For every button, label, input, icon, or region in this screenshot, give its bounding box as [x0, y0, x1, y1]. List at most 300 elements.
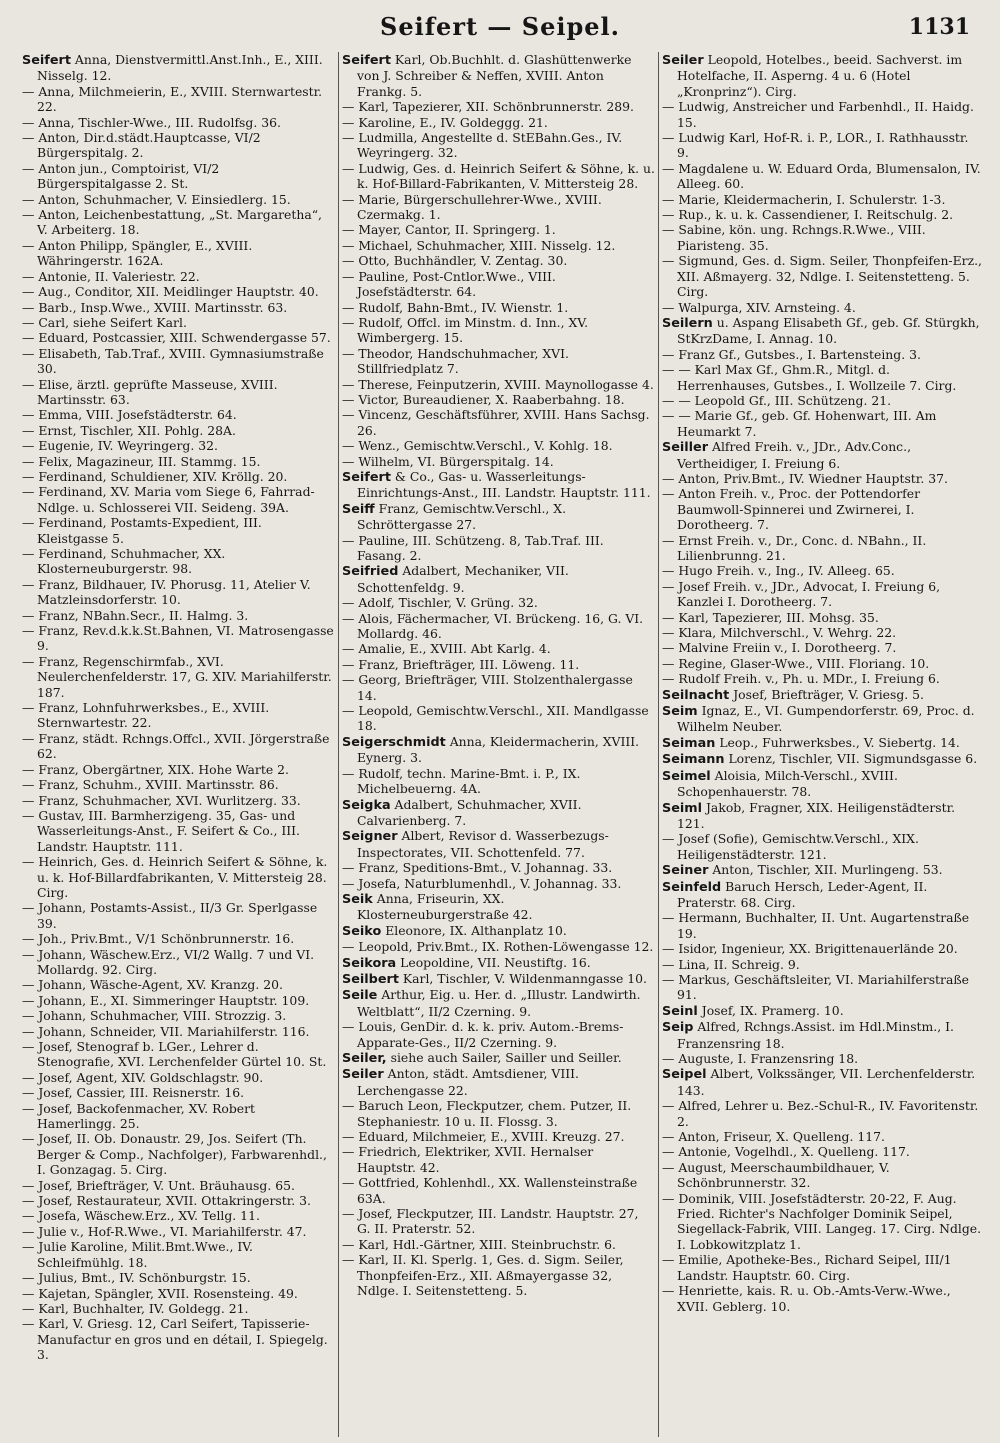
entry-surname: Seipel — [662, 1067, 707, 1083]
directory-entry — [22, 1208, 335, 1223]
entry-text: — August, Meerschaumbildhauer, V. Schönbrunnerstr. 32. — [662, 1159, 890, 1191]
directory-entry — [662, 610, 984, 625]
entry-text: — Josef, Agent, XIV. Goldschlagstr. 90. — [22, 1069, 264, 1085]
directory-entry — [342, 657, 655, 672]
directory-entry — [22, 330, 335, 345]
entry-text: — Ferdinand, Postamts-Expedient, III. Kleistgasse 5. — [22, 515, 262, 546]
column-3 — [662, 52, 984, 1437]
entry-text: — Ludwig, Anstreicher und Farbenhdl., II. Haidg. 15. — [662, 99, 974, 130]
directory-entry — [662, 941, 984, 956]
entry-text: Alfred Freih. v., JDr., Adv.Conc., Vertheidiger, I. Freiung 6. — [677, 439, 912, 471]
directory-entry — [22, 1239, 335, 1270]
entry-text: — — Marie Gf., geb. Gf. Hohenwart, III. Am Heumarkt 7. — [662, 408, 937, 439]
entry-surname: Seiler — [662, 53, 704, 68]
directory-entry — [662, 972, 984, 1003]
directory-entry — [342, 672, 655, 703]
entry-surname: Seiner — [662, 863, 709, 879]
directory-entry — [662, 1129, 984, 1144]
directory-entry — [22, 1101, 335, 1132]
directory-entry — [22, 207, 335, 238]
directory-entry — [342, 987, 655, 1019]
entry-text: — Victor, Bureaudiener, X. Raaberbahng. 18. — [342, 391, 625, 407]
directory-entry — [342, 1098, 655, 1129]
directory-entry — [662, 533, 984, 564]
entry-text: Franz, Gemischtw.Verschl., X. Schröttergasse 27. — [357, 500, 567, 533]
directory-entry — [342, 797, 655, 829]
directory-entry — [342, 454, 655, 469]
directory-entry — [662, 99, 984, 130]
directory-entry — [342, 1019, 655, 1050]
directory-entry — [662, 130, 984, 161]
entry-text: — Adolf, Tischler, V. Grüng. 32. — [342, 595, 538, 611]
entry-text: — Julie v., Hof-R.Wwe., VI. Mariahilferstr. 47. — [22, 1223, 307, 1239]
directory-entry — [342, 99, 655, 114]
entry-text: — Anton Philipp, Spängler, E., XVIII. Währingerstr. 162A. — [22, 237, 253, 269]
entry-text: — Eduard, Milchmeier, E., XVIII. Kreuzg. 27. — [342, 1129, 625, 1145]
directory-entry — [22, 993, 335, 1008]
directory-entry — [22, 977, 335, 992]
directory-entry — [22, 854, 335, 900]
directory-entry — [342, 469, 655, 501]
entry-text: — Franz, Obergärtner, XIX. Hohe Warte 2. — [22, 761, 289, 777]
directory-entry — [22, 407, 335, 422]
directory-entry — [662, 735, 984, 751]
entry-surname: Seikora — [342, 955, 397, 971]
page-number: 1131 — [908, 14, 970, 40]
entry-text: — Heinrich, Ges. d. Heinrich Seifert & Söhne, k. u. k. Hof-Billardfabrikanten, V. Mittersteig 28. Cirg. — [22, 854, 328, 900]
entry-text: — Karl, V. Griesg. 12, Carl Seifert, Tapisserie-Manufactur en gros und en détail, I. Spiegelg. 3. — [22, 1316, 328, 1363]
entry-surname: Seifried — [342, 564, 399, 580]
entry-text: Josef, IX. Pramerg. 10. — [701, 1002, 844, 1018]
entry-text: — Rudolf, Offcl. im Minstm. d. Inn., XV. Wimbergerg. 15. — [342, 314, 589, 346]
directory-entry — [22, 84, 335, 115]
directory-entry — [342, 533, 655, 564]
entry-surname: Seifert — [22, 53, 71, 68]
directory-entry — [342, 1144, 655, 1175]
directory-entry — [22, 1286, 335, 1301]
directory-entry — [662, 862, 984, 878]
entry-text: Karl, Tischler, V. Wildenmanngasse 10. — [402, 970, 647, 986]
entry-text: — Josef, Fleckputzer, III. Landstr. Hauptstr. 27, G. II. Praterstr. 52. — [342, 1206, 639, 1237]
directory-entry — [342, 860, 655, 875]
directory-entry — [342, 192, 655, 223]
entry-text: Eleonore, IX. Althanplatz 10. — [385, 922, 567, 938]
directory-entry — [22, 469, 335, 484]
directory-entry — [662, 408, 984, 439]
entry-text: — Lina, II. Schreig. 9. — [662, 956, 800, 972]
directory-entry — [662, 207, 984, 222]
directory-entry — [22, 654, 335, 700]
directory-entry — [342, 407, 655, 438]
entry-text: — Ludwig Karl, Hof-R. i. P., LOR., I. Rathhausstr. 9. — [662, 130, 969, 161]
entry-surname: Seifert — [342, 53, 391, 68]
entry-text: — Rudolf, Bahn-Bmt., IV. Wienstr. 1. — [342, 299, 569, 315]
entry-text: — Karl, II. Kl. Sperlg. 1, Ges. d. Sigm. Seiler, Thonpfeifen-Erz., XII. Aßmayergasse 32, Ndlge. I. Seitenstetteng. 5. — [342, 1252, 624, 1299]
entry-surname: Seilnacht — [662, 687, 730, 703]
directory-entry — [662, 192, 984, 207]
entry-text: — Karl, Tapezierer, III. Mohsg. 35. — [662, 609, 879, 625]
directory-entry — [342, 766, 655, 797]
entry-text: — Auguste, I. Franzensring 18. — [662, 1051, 859, 1066]
entry-text: — Anton Freih. v., Proc. der Pottendorfer Baumwoll-Spinnerei und Zwirnerei, I. Dorotheerg. 7. — [662, 486, 921, 533]
entry-surname: Seiml — [662, 800, 703, 816]
entry-surname: Seigerschmidt — [342, 734, 446, 750]
directory-entry — [342, 734, 655, 766]
entry-surname: Seim — [662, 704, 698, 720]
entry-text: — Gustav, III. Barmherzigeng. 35, Gas- und Wasserleitungs-Anst., F. Seifert & Co., III. Landstr. Hauptstr. 111. — [22, 807, 300, 854]
entry-text: — Rudolf, techn. Marine-Bmt. i. P., IX. Michelbeuerng. 4A. — [342, 765, 581, 797]
entry-text: Albert, Revisor d. Wasserbezugs-Inspectorates, VII. Schottenfeld. 77. — [357, 828, 609, 860]
directory-entry — [22, 700, 335, 731]
directory-entry — [342, 222, 655, 237]
entry-text: Albert, Volkssänger, VII. Lerchenfelderstr. 143. — [677, 1066, 976, 1098]
directory-entry — [22, 1178, 335, 1193]
entry-text: — Anton, Dir.d.städt.Hauptcasse, VI/2 Bürgerspitalg. 2. — [22, 130, 261, 161]
entry-text: — Hermann, Buchhalter, II. Unt. Augartenstraße 19. — [662, 910, 970, 941]
entry-text: — Louis, GenDir. d. k. k. priv. Autom.-Brems-Apparate-Ges., II/2 Czerning. 9. — [342, 1019, 624, 1050]
directory-entry — [342, 1237, 655, 1252]
entry-text: — Magdalene u. W. Eduard Orda, Blumensalon, IV. Alleeg. 60. — [662, 160, 981, 192]
entry-text: Adalbert, Schuhmacher, XVII. Calvarienberg. 7. — [357, 796, 582, 828]
entry-text: — Rup., k. u. k. Cassendiener, I. Reitschulg. 2. — [662, 207, 954, 223]
directory-entry — [22, 1085, 335, 1100]
directory-entry — [662, 253, 984, 299]
directory-entry — [662, 1019, 984, 1051]
directory-entry — [662, 656, 984, 671]
directory-entry — [342, 939, 655, 954]
entry-text: — Franz, städt. Rchngs.Offcl., XVII. Jörgerstraße 62. — [22, 730, 330, 762]
directory-entry — [22, 1301, 335, 1316]
directory-entry — [342, 501, 655, 533]
entry-text: — Ernst, Tischler, XII. Pohlg. 28A. — [22, 422, 236, 438]
directory-entry — [662, 1160, 984, 1191]
directory-entry — [22, 1070, 335, 1085]
directory-entry — [342, 641, 655, 656]
entry-text: — Johann, Wäschew.Erz., VI/2 Wallg. 7 und VI. Mollardg. 92. Cirg. — [22, 946, 315, 977]
directory-entry — [22, 130, 335, 161]
directory-entry — [662, 831, 984, 862]
directory-entry — [22, 808, 335, 854]
directory-entry — [662, 703, 984, 735]
entry-text: — Franz, Bildhauer, IV. Phorusg. 11, Atelier V. Matzleinsdorferstr. 10. — [22, 576, 311, 608]
entry-text: — Gottfried, Kohlenhdl., XX. Wallensteinstraße 63A. — [342, 1175, 638, 1206]
directory-entry — [342, 891, 655, 923]
directory-entry — [22, 52, 335, 84]
directory-entry — [662, 563, 984, 578]
directory-entry — [342, 595, 655, 610]
entry-text: — Wilhelm, VI. Bürgerspitalg. 14. — [342, 453, 554, 469]
entry-text: — Marie, Kleidermacherin, I. Schulerstr. 1-3. — [662, 191, 946, 207]
directory-entry — [342, 971, 655, 987]
entry-text: — Franz, Speditions-Bmt., V. Johannag. 33. — [342, 860, 613, 876]
entry-text: — Therese, Feinputzerin, XVIII. Maynollogasse 4. — [342, 376, 654, 392]
entry-text: — Karl, Hdl.-Gärtner, XIII. Steinbruchstr. 6. — [342, 1236, 616, 1252]
entry-text: Anton, städt. Amtsdiener, VIII. Lerchengasse 22. — [357, 1066, 579, 1098]
directory-entry — [342, 130, 655, 161]
entry-text: — Anton, Schuhmacher, V. Einsiedlerg. 15. — [22, 191, 291, 207]
directory-entry — [342, 438, 655, 453]
entry-text: — Sabine, kön. ung. Rchngs.R.Wwe., VIII. Piaristeng. 35. — [662, 222, 926, 253]
directory-entry — [662, 625, 984, 640]
directory-entry — [342, 611, 655, 642]
directory-entry — [662, 1144, 984, 1159]
entry-text: — Pauline, III. Schützeng. 8, Tab.Traf. III. Fasang. 2. — [342, 532, 604, 563]
directory-entry — [662, 1003, 984, 1019]
entry-text: — Emma, VIII. Josefstädterstr. 64. — [22, 407, 237, 423]
directory-entry — [22, 438, 335, 453]
entry-text: — Franz, Briefträger, III. Löweng. 11. — [342, 656, 580, 672]
directory-entry — [22, 1008, 335, 1023]
directory-entry — [662, 1191, 984, 1253]
entry-text: — Josef Freih. v., JDr., Advocat, I. Freiung 6, Kanzlei I. Dorotheerg. 7. — [662, 578, 941, 610]
entry-text: — Walpurga, XIV. Arnsteing. 4. — [662, 299, 856, 315]
directory-entry — [662, 315, 984, 347]
entry-text: — Barb., Insp.Wwe., XVIII. Martinsstr. 63. — [22, 299, 288, 315]
entry-text: — Elise, ärztl. geprüfte Masseuse, XVIII. Martinsstr. 63. — [22, 376, 278, 407]
entry-text: Leopold, Hotelbes., beeid. Sachverst. im Hotelfache, II. Asperng. 4 u. 6 (Hotel „Kronprinz“). Cirg. — [677, 52, 963, 99]
directory-entry — [662, 52, 984, 99]
entry-text: Adalbert, Mechaniker, VII. Schottenfeldg. 9. — [357, 563, 569, 595]
directory-entry — [22, 793, 335, 808]
entry-text: — Friedrich, Elektriker, XVII. Hernalser Hauptstr. 42. — [342, 1144, 594, 1175]
directory-entry — [662, 393, 984, 408]
entry-text: — Eugenie, IV. Weyringerg. 32. — [22, 438, 218, 454]
entry-surname: Seiff — [342, 501, 375, 517]
entry-text: — Hugo Freih. v., Ing., IV. Alleeg. 65. — [662, 563, 895, 579]
entry-text: Lorenz, Tischler, VII. Sigmundsgasse 6. — [728, 751, 978, 767]
entry-text: — Franz, Schuhm., XVIII. Martinsstr. 86. — [22, 777, 279, 793]
directory-entry — [662, 671, 984, 686]
directory-entry — [342, 161, 655, 192]
entry-text: Anna, Kleidermacherin, XVIII. Eynerg. 3. — [357, 733, 640, 766]
entry-surname: Seinl — [662, 1003, 698, 1019]
directory-entry — [662, 1252, 984, 1283]
directory-entry — [662, 1283, 984, 1314]
entry-text: — Anton, Leichenbestattung, „St. Margaretha“, V. Arbeiterg. 18. — [22, 207, 322, 238]
directory-entry — [662, 687, 984, 703]
column-1 — [22, 52, 335, 1437]
directory-entry — [22, 1270, 335, 1285]
directory-entry — [22, 115, 335, 130]
entry-text: — Michael, Schuhmacher, XIII. Nisselg. 12. — [342, 237, 616, 253]
entry-text: — Karl, Buchhalter, IV. Goldegg. 21. — [22, 1300, 249, 1316]
entry-text: — Ferdinand, XV. Maria vom Siege 6, Fahrrad-Ndlge. u. Schlosserei VII. Seideng. 39A. — [22, 484, 315, 515]
entry-text: — Emilie, Apotheke-Bes., Richard Seipel, III/1 Landstr. Hauptstr. 60. Cirg. — [662, 1252, 952, 1283]
entry-text: — Joh., Priv.Bmt., V/1 Schönbrunnerstr. 16. — [22, 931, 295, 947]
entry-text: — Ludwig, Ges. d. Heinrich Seifert & Söhne, k. u. k. Hof-Billard-Fabrikanten, V. Mittersteig 28. — [342, 160, 655, 192]
running-title: Seifert — Seipel. — [380, 12, 620, 41]
directory-entry — [342, 955, 655, 971]
directory-entry — [342, 377, 655, 392]
directory-entry — [342, 1129, 655, 1144]
directory-entry — [662, 640, 984, 655]
entry-text: — Antonie, Vogelhdl., X. Quelleng. 117. — [662, 1144, 910, 1160]
entry-text: — — Leopold Gf., III. Schützeng. 21. — [662, 392, 892, 408]
directory-entry — [22, 947, 335, 978]
entry-surname: Seigner — [342, 829, 398, 845]
entry-surname: Seifert — [342, 469, 391, 485]
directory-entry — [22, 269, 335, 284]
directory-entry — [342, 1066, 655, 1098]
directory-entry — [22, 515, 335, 546]
entry-text: Karl, Ob.Buchhlt. d. Glashüttenwerke von J. Schreiber & Neffen, XVIII. Anton Frankg. 5. — [357, 52, 632, 99]
entry-text: Anna, Friseurin, XX. Klosterneuburgerstraße 42. — [357, 890, 533, 923]
entry-surname: Seilbert — [342, 971, 399, 987]
entry-text: — Leopold, Priv.Bmt., IX. Rothen-Löwengasse 12. — [342, 939, 654, 955]
directory-entry — [22, 161, 335, 192]
entry-text: — Klara, Milchverschl., V. Wehrg. 22. — [662, 625, 897, 641]
entry-text: — Franz, Schuhmacher, XVI. Wurlitzerg. 33. — [22, 792, 301, 808]
directory-entry — [342, 392, 655, 407]
entry-text: — Georg, Briefträger, VIII. Stolzenthalergasse 14. — [342, 672, 633, 703]
entry-text: — — Karl Max Gf., Ghm.R., Mitgl. d. Herrenhauses, Gutsbes., I. Wollzeile 7. Cirg. — [662, 362, 957, 393]
entry-text: — Mayer, Cantor, II. Springerg. 1. — [342, 222, 556, 238]
entry-text: — Felix, Magazineur, III. Stammg. 15. — [22, 453, 261, 469]
directory-entry — [662, 879, 984, 911]
entry-text: — Josef, Backofenmacher, XV. Robert Hamerlingg. 25. — [22, 1100, 256, 1132]
directory-entry — [342, 300, 655, 315]
entry-text: — Alfred, Lehrer u. Bez.-Schul-R., IV. Favoritenstr. 2. — [662, 1098, 979, 1129]
entry-surname: Seiko — [342, 923, 382, 939]
directory-entry — [662, 768, 984, 800]
entry-text: — Johann, Schneider, VII. Mariahilferstr. 116. — [22, 1023, 310, 1039]
entry-text: Leop., Fuhrwerksbes., V. Siebertg. 14. — [719, 734, 960, 750]
directory-entry — [342, 1206, 655, 1237]
entry-surname: Seimann — [662, 752, 725, 768]
entry-text: — Anna, Tischler-Wwe., III. Rudolfsg. 36. — [22, 114, 281, 130]
entry-text: — Wenz., Gemischtw.Verschl., V. Kohlg. 18. — [342, 438, 613, 454]
directory-entry — [342, 828, 655, 860]
directory-entry — [22, 777, 335, 792]
entry-text: Josef, Briefträger, V. Griesg. 5. — [733, 686, 924, 702]
entry-text: — Franz, NBahn.Secr., II. Halmg. 3. — [22, 607, 249, 623]
entry-text: — Dominik, VIII. Josefstädterstr. 20-22, F. Aug. Fried. Richter's Nachfolger Dominik Seipel, Siegellack-Fabrik, VIII. Langeg. 17. Cirg. Ndlge. I. Lobkowitzplatz 1. — [662, 1190, 982, 1252]
entry-text: — Franz, Lohnfuhrwerksbes., E., XVIII. Sternwartestr. 22. — [22, 700, 270, 731]
entry-text: — Regine, Glaser-Wwe., VIII. Floriang. 10. — [662, 655, 930, 671]
entry-surname: Seimel — [662, 768, 711, 784]
entry-text: — Kajetan, Spängler, XVII. Rosensteing. 49. — [22, 1285, 298, 1301]
directory-entry — [22, 484, 335, 515]
entry-text: — Johann, Postamts-Assist., II/3 Gr. Sperlgasse 39. — [22, 900, 318, 931]
entry-text: — Josef, Stenograf b. LGer., Lehrer d. Stenografie, XVI. Lerchenfelder Gürtel 10. St. — [22, 1039, 327, 1070]
entry-text: — Johann, Schuhmacher, VIII. Strozzig. 3. — [22, 1008, 287, 1024]
entry-text: — Julie Karoline, Milit.Bmt.Wwe., IV. Schleifmühlg. 18. — [22, 1239, 253, 1270]
directory-entry — [662, 1051, 984, 1066]
directory-entry — [22, 238, 335, 269]
entry-text: Leopoldine, VII. Neustiftg. 16. — [400, 954, 591, 970]
directory-entry — [662, 800, 984, 832]
directory-entry — [662, 751, 984, 767]
entry-text: — Ferdinand, Schuhmacher, XX. Klosterneuburgerstr. 98. — [22, 546, 226, 577]
directory-entry — [342, 876, 655, 891]
directory-entry — [342, 703, 655, 734]
page-header — [0, 10, 1000, 50]
entry-text: — Johann, E., XI. Simmeringer Hauptstr. 109. — [22, 992, 310, 1008]
entry-text: — Rudolf Freih. v., Ph. u. MDr., I. Freiung 6. — [662, 671, 940, 687]
entry-text: — Leopold, Gemischtw.Verschl., XII. Mandlgasse 18. — [342, 703, 649, 734]
entry-text: — Josef, Cassier, III. Reisnerstr. 16. — [22, 1085, 245, 1101]
entry-text: — Josef (Sofie), Gemischtw.Verschl., XIX. Heiligenstädterstr. 121. — [662, 831, 919, 862]
directory-entry — [342, 346, 655, 377]
directory-entry — [22, 1224, 335, 1239]
entry-text: — Anton jun., Comptoirist, VI/2 Bürgerspitalgasse 2. St. — [22, 160, 220, 192]
entry-text: — Josef, Briefträger, V. Unt. Bräuhausg. 65. — [22, 1177, 295, 1193]
entry-text: — Malvine Freiin v., I. Dorotheerg. 7. — [662, 640, 897, 656]
directory-entry — [662, 1066, 984, 1098]
directory-entry — [22, 454, 335, 469]
directory-entry — [342, 563, 655, 595]
entry-text: Ignaz, E., VI. Gumpendorferstr. 69, Proc. d. Wilhelm Neuber. — [677, 703, 975, 735]
column-divider — [338, 52, 339, 1437]
entry-text: — Franz, Rev.d.k.k.St.Bahnen, VI. Matrosengasse 9. — [22, 623, 334, 654]
directory-entry — [662, 1098, 984, 1129]
directory-entry — [22, 300, 335, 315]
directory-entry — [662, 579, 984, 610]
entry-text: Arthur, Eig. u. Her. d. „Illustr. Landwirth. Weltblatt“, II/2 Czerning. 9. — [357, 987, 641, 1019]
directory-entry — [22, 1131, 335, 1177]
directory-entry — [22, 608, 335, 623]
entry-surname: Seiman — [662, 735, 716, 751]
directory-entry — [22, 623, 335, 654]
entry-text: — Anton, Priv.Bmt., IV. Wiedner Hauptstr. 37. — [662, 470, 948, 486]
directory-entry — [342, 1175, 655, 1206]
column-2 — [342, 52, 655, 1437]
entry-text: & Co., Gas- u. Wasserleitungs-Einrichtungs-Anst., III. Landstr. Hauptstr. 111. — [357, 468, 651, 501]
entry-surname: Seiller — [662, 440, 709, 456]
directory-entry — [662, 222, 984, 253]
directory-entry — [22, 1316, 335, 1362]
entry-text: Alfred, Rchngs.Assist. im Hdl.Minstm., I. Franzensring 18. — [677, 1019, 954, 1051]
directory-entry — [22, 377, 335, 408]
directory-entry — [342, 315, 655, 346]
entry-text: Anna, Dienstvermittl.Anst.Inh., E., XIII. Nisselg. 12. — [37, 52, 323, 84]
directory-entry — [342, 1050, 655, 1066]
entry-text: Aloisia, Milch-Verschl., XVIII. Schopenhauerstr. 78. — [677, 767, 898, 800]
entry-text: — Aug., Conditor, XII. Meidlinger Hauptstr. 40. — [22, 284, 319, 300]
directory-entry — [662, 439, 984, 471]
directory-entry — [22, 1193, 335, 1208]
entry-text: — Eduard, Postcassier, XIII. Schwendergasse 57. — [22, 330, 331, 346]
directory-entry — [22, 1039, 335, 1070]
entry-text: — Carl, siehe Seifert Karl. — [22, 314, 187, 330]
entry-text: siehe auch Sailer, Sailler und Seiller. — [390, 1050, 622, 1065]
entry-surname: Seile — [342, 988, 378, 1004]
directory-entry — [662, 471, 984, 486]
entry-surname: Seinfeld — [662, 879, 722, 895]
entry-text: — Karoline, E., IV. Goldeggg. 21. — [342, 114, 548, 130]
entry-text: — Otto, Buchhändler, V. Zentag. 30. — [342, 253, 568, 269]
directory-entry — [342, 253, 655, 268]
directory-entry — [342, 923, 655, 939]
entry-text: — Anna, Milchmeierin, E., XVIII. Sternwartestr. 22. — [22, 83, 323, 115]
column-divider — [658, 52, 659, 1437]
directory-entry — [342, 238, 655, 253]
entry-surname: Seiler — [342, 1067, 384, 1083]
entry-text: — Ludmilla, Angestellte d. StEBahn.Ges., IV. Weyringerg. 32. — [342, 130, 623, 161]
entry-text: — Johann, Wäsche-Agent, XV. Kranzg. 20. — [22, 977, 283, 993]
directory-entry — [342, 52, 655, 99]
entry-text: — Josef, Restaurateur, XVII. Ottakringerstr. 3. — [22, 1193, 311, 1209]
entry-text: Jakob, Fragner, XIX. Heiligenstädterstr. 121. — [677, 799, 956, 831]
directory-entry — [22, 1024, 335, 1039]
directory-entry — [342, 269, 655, 300]
directory-entry — [662, 362, 984, 393]
entry-surname: Seigka — [342, 797, 391, 813]
directory-entry — [662, 957, 984, 972]
entry-text: — Vincenz, Geschäftsführer, XVIII. Hans Sachsg. 26. — [342, 407, 650, 438]
directory-entry — [22, 284, 335, 299]
entry-text: — Franz, Regenschirmfab., XVI. Neulerchenfelderstr. 17, G. XIV. Mariahilferstr. 187. — [22, 653, 332, 700]
